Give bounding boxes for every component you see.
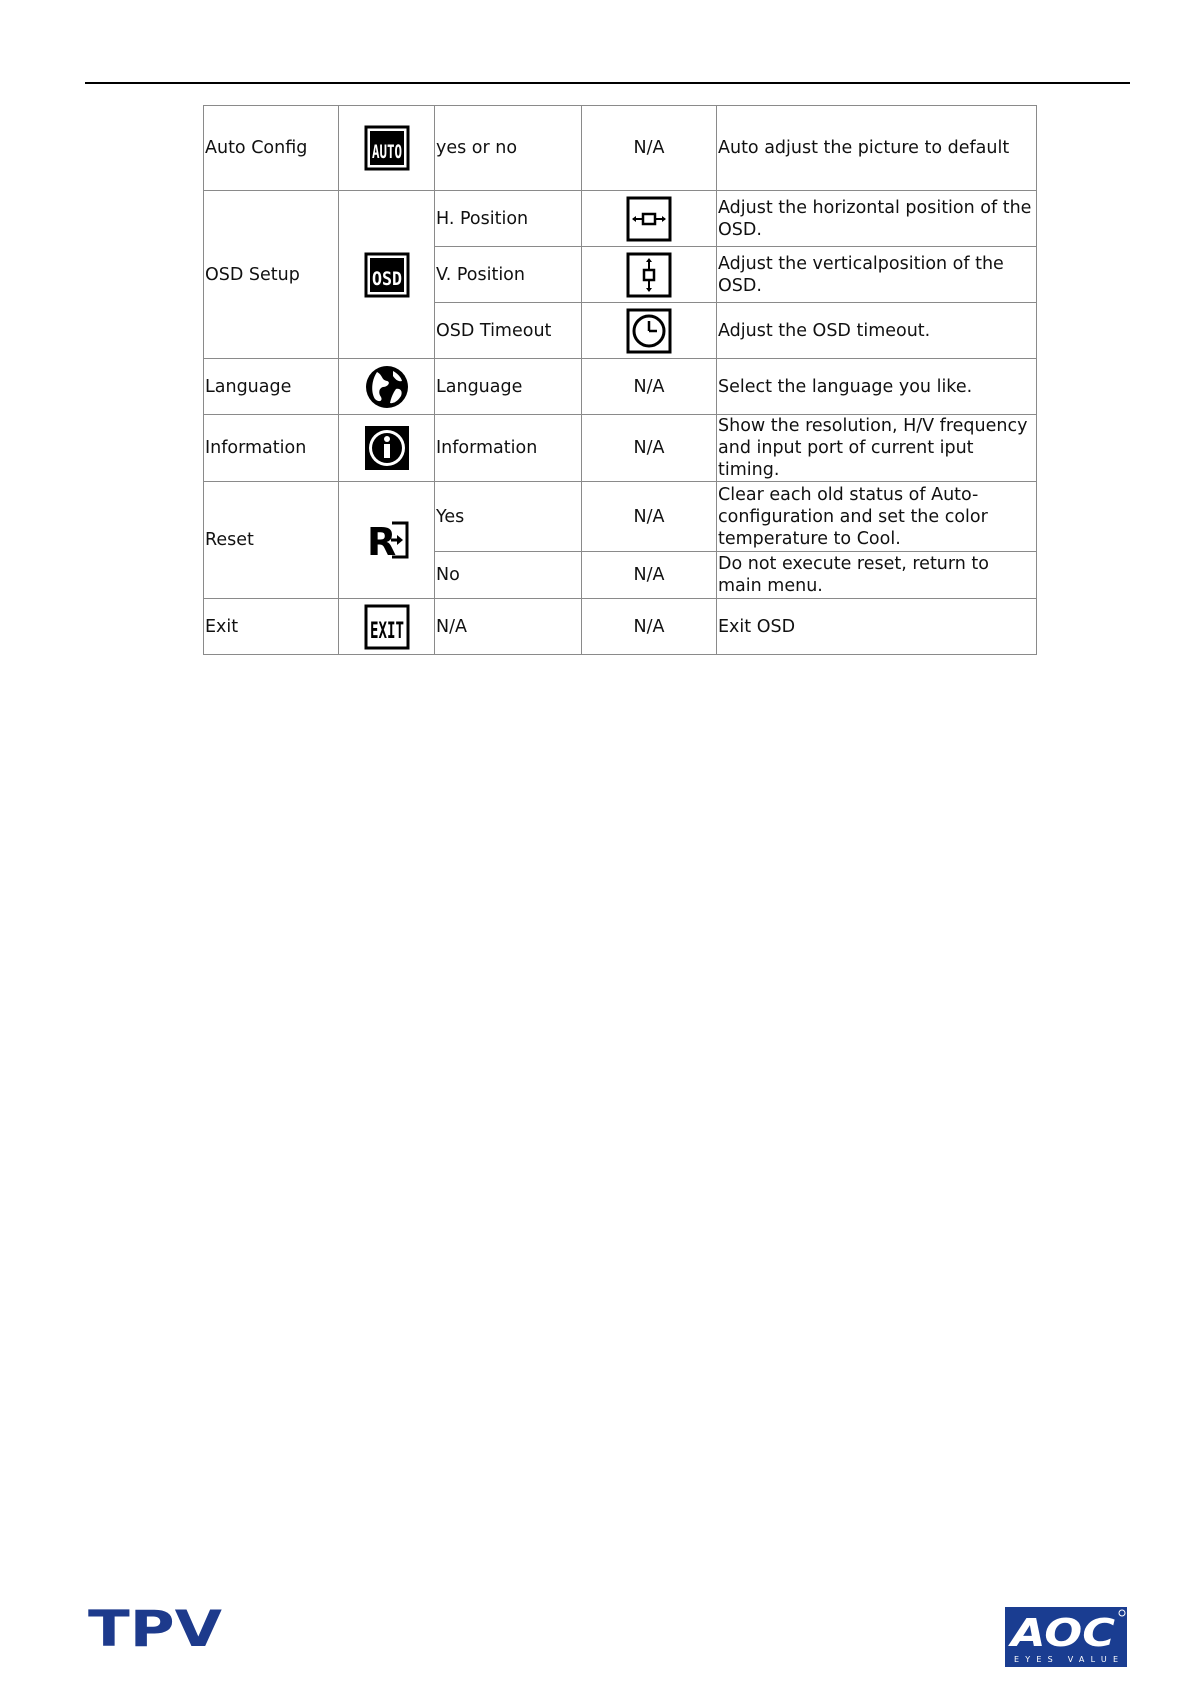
exit-icon bbox=[364, 604, 410, 650]
description-cell: Select the language you like. bbox=[717, 359, 1037, 415]
horizontal-position-icon bbox=[626, 196, 672, 242]
sub-menu-cell: No bbox=[435, 552, 582, 599]
description-cell: Auto adjust the picture to default bbox=[717, 106, 1037, 191]
svg-text:EYES VALUE: EYES VALUE bbox=[1014, 1655, 1118, 1664]
reset-icon bbox=[364, 517, 410, 563]
aoc-logo bbox=[1005, 1607, 1127, 1667]
table-row bbox=[204, 599, 1037, 655]
vertical-position-icon bbox=[626, 252, 672, 298]
adjust-cell: N/A bbox=[582, 415, 717, 482]
adjust-cell bbox=[582, 303, 717, 359]
tpv-logo bbox=[88, 1600, 223, 1658]
globe-icon bbox=[363, 363, 411, 411]
icon-cell bbox=[339, 482, 435, 599]
info-icon bbox=[364, 425, 410, 471]
main-menu-cell: Reset bbox=[204, 482, 339, 599]
adjust-cell: N/A bbox=[582, 552, 717, 599]
header-rule bbox=[85, 82, 1130, 84]
osd-menu-table bbox=[203, 105, 1036, 655]
sub-menu-cell: H. Position bbox=[435, 191, 582, 247]
adjust-cell: N/A bbox=[582, 482, 717, 552]
table-row bbox=[204, 482, 1037, 552]
main-menu-cell: Exit bbox=[204, 599, 339, 655]
main-menu-cell: OSD Setup bbox=[204, 191, 339, 359]
icon-cell bbox=[339, 599, 435, 655]
adjust-cell bbox=[582, 247, 717, 303]
adjust-cell: N/A bbox=[582, 599, 717, 655]
svg-text:R: R bbox=[366, 520, 396, 564]
icon-cell bbox=[339, 359, 435, 415]
description-cell: Exit OSD bbox=[717, 599, 1037, 655]
description-cell: Clear each old status of Auto-configuration and set the color temperature to Cool. bbox=[717, 482, 1037, 552]
description-cell: Show the resolution, H/V frequency and input port of current iput timing. bbox=[717, 415, 1037, 482]
description-cell: Adjust the verticalposition of the OSD. bbox=[717, 247, 1037, 303]
sub-menu-cell: OSD Timeout bbox=[435, 303, 582, 359]
icon-cell bbox=[339, 415, 435, 482]
sub-menu-cell: V. Position bbox=[435, 247, 582, 303]
sub-menu-cell: yes or no bbox=[435, 106, 582, 191]
description-cell: Adjust the OSD timeout. bbox=[717, 303, 1037, 359]
description-cell: Adjust the horizontal position of the OSD. bbox=[717, 191, 1037, 247]
adjust-cell: N/A bbox=[582, 359, 717, 415]
osd-icon bbox=[364, 252, 410, 298]
main-menu-cell: Auto Config bbox=[204, 106, 339, 191]
svg-text:OSD: OSD bbox=[371, 267, 402, 290]
table-row bbox=[204, 415, 1037, 482]
table-row bbox=[204, 359, 1037, 415]
sub-menu-cell: Information bbox=[435, 415, 582, 482]
clock-icon bbox=[626, 308, 672, 354]
adjust-cell: N/A bbox=[582, 106, 717, 191]
sub-menu-cell: Yes bbox=[435, 482, 582, 552]
table-row bbox=[204, 106, 1037, 191]
adjust-cell bbox=[582, 191, 717, 247]
icon-cell bbox=[339, 191, 435, 359]
main-menu-cell: Information bbox=[204, 415, 339, 482]
table-row bbox=[204, 191, 1037, 247]
main-menu-cell: Language bbox=[204, 359, 339, 415]
svg-text:AOC: AOC bbox=[1007, 1611, 1116, 1655]
svg-text:AUTO: AUTO bbox=[371, 141, 402, 163]
svg-text:TPV: TPV bbox=[88, 1600, 223, 1658]
auto-icon bbox=[364, 125, 410, 171]
sub-menu-cell: N/A bbox=[435, 599, 582, 655]
sub-menu-cell: Language bbox=[435, 359, 582, 415]
icon-cell bbox=[339, 106, 435, 191]
svg-text:EXIT: EXIT bbox=[369, 618, 404, 644]
description-cell: Do not execute reset, return to main menu. bbox=[717, 552, 1037, 599]
